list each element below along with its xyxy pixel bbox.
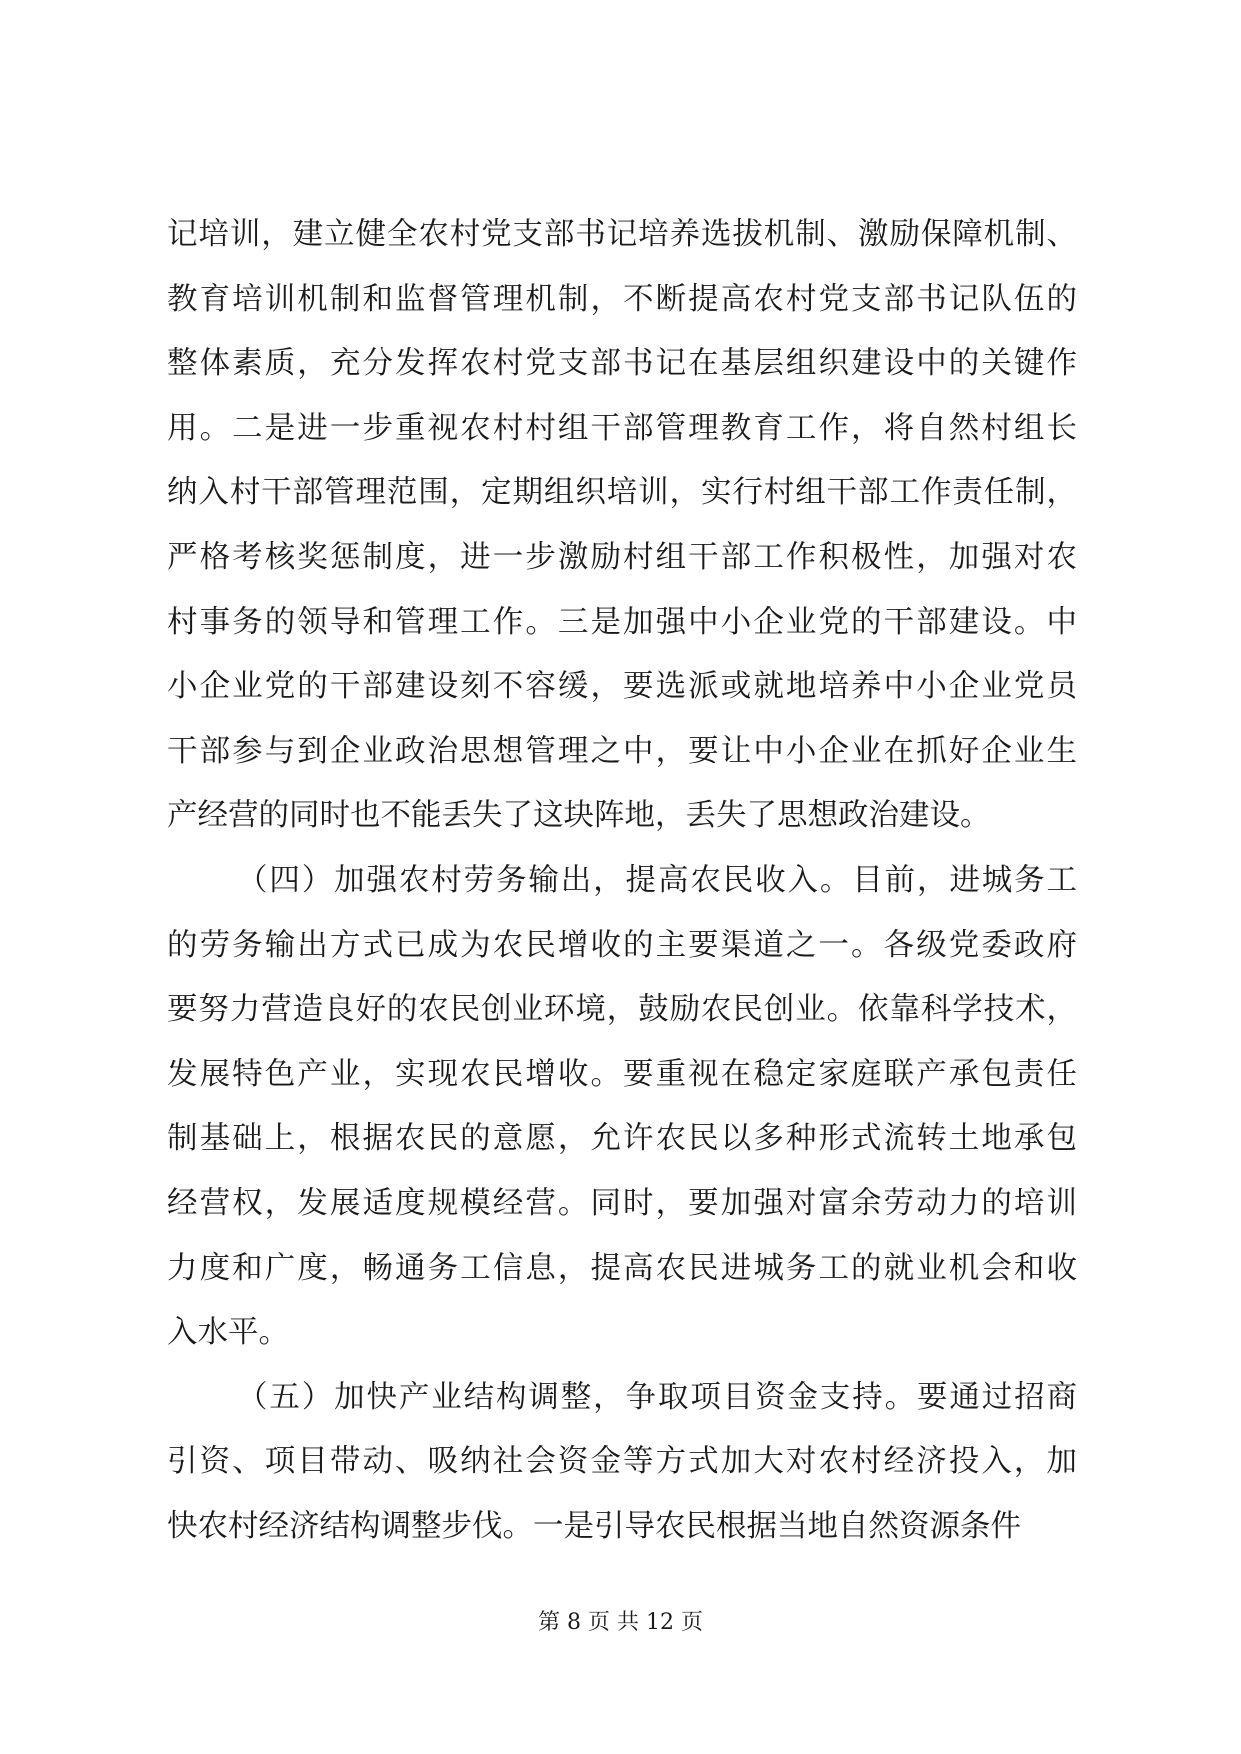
paragraph [167, 849, 1077, 1366]
paragraph [167, 1366, 1077, 1560]
text-line: 产经营的同时也不能丢失了这块阵地，丢失了思想政治建设。 [167, 798, 991, 834]
text-line: 力度和广度，畅通务工信息，提高农民进城务工的就业机会和收 [167, 1250, 1077, 1286]
text-line: 整体素质，充分发挥农村党支部书记在基层组织建设中的关键作 [167, 346, 1077, 382]
text-line: （五）加快产业结构调整，争取项目资金支持。要通过招商 [237, 1379, 1077, 1415]
text-line: 的劳务输出方式已成为农民增收的主要渠道之一。各级党委政府 [167, 927, 1077, 963]
text-line: 经营权，发展适度规模经营。同时，要加强对富余劳动力的培训 [167, 1185, 1077, 1221]
paragraph [167, 203, 1077, 849]
text-line: 教育培训机制和监督管理机制，不断提高农村党支部书记队伍的 [167, 281, 1077, 317]
text-line: 制基础上，根据农民的意愿，允许农民以多种形式流转土地承包 [167, 1121, 1077, 1157]
text-line: 小企业党的干部建设刻不容缓，要选派或就地培养中小企业党员 [167, 669, 1077, 705]
text-line: 入水平。 [167, 1315, 289, 1351]
text-line: 快农村经济结构调整步伐。一是引导农民根据当地自然资源条件 [167, 1508, 1021, 1544]
text-line: 引资、项目带动、吸纳社会资金等方式加大对农村经济投入，加 [167, 1444, 1077, 1480]
text-line: 发展特色产业，实现农民增收。要重视在稳定家庭联产承包责任 [167, 1056, 1077, 1092]
text-line: 记培训，建立健全农村党支部书记培养选拔机制、激励保障机制、 [167, 217, 1077, 252]
text-line: 要努力营造良好的农民创业环境，鼓励农民创业。依靠科学技术， [167, 992, 1077, 1028]
text-line: （四）加强农村劳务输出，提高农民收入。目前，进城务工 [237, 862, 1077, 898]
text-line: 严格考核奖惩制度，进一步激励村组干部工作积极性，加强对农 [167, 539, 1077, 575]
page-footer: 第 8 页 共 12 页 [538, 1610, 703, 1635]
text-line: 干部参与到企业政治思想管理之中，要让中小企业在抓好企业生 [167, 733, 1077, 769]
document-body [167, 203, 1077, 1559]
text-line: 用。二是进一步重视农村村组干部管理教育工作，将自然村组长 [167, 410, 1077, 446]
text-line: 纳入村干部管理范围，定期组织培训，实行村组干部工作责任制， [167, 475, 1077, 511]
text-line: 村事务的领导和管理工作。三是加强中小企业党的干部建设。中 [167, 604, 1077, 640]
